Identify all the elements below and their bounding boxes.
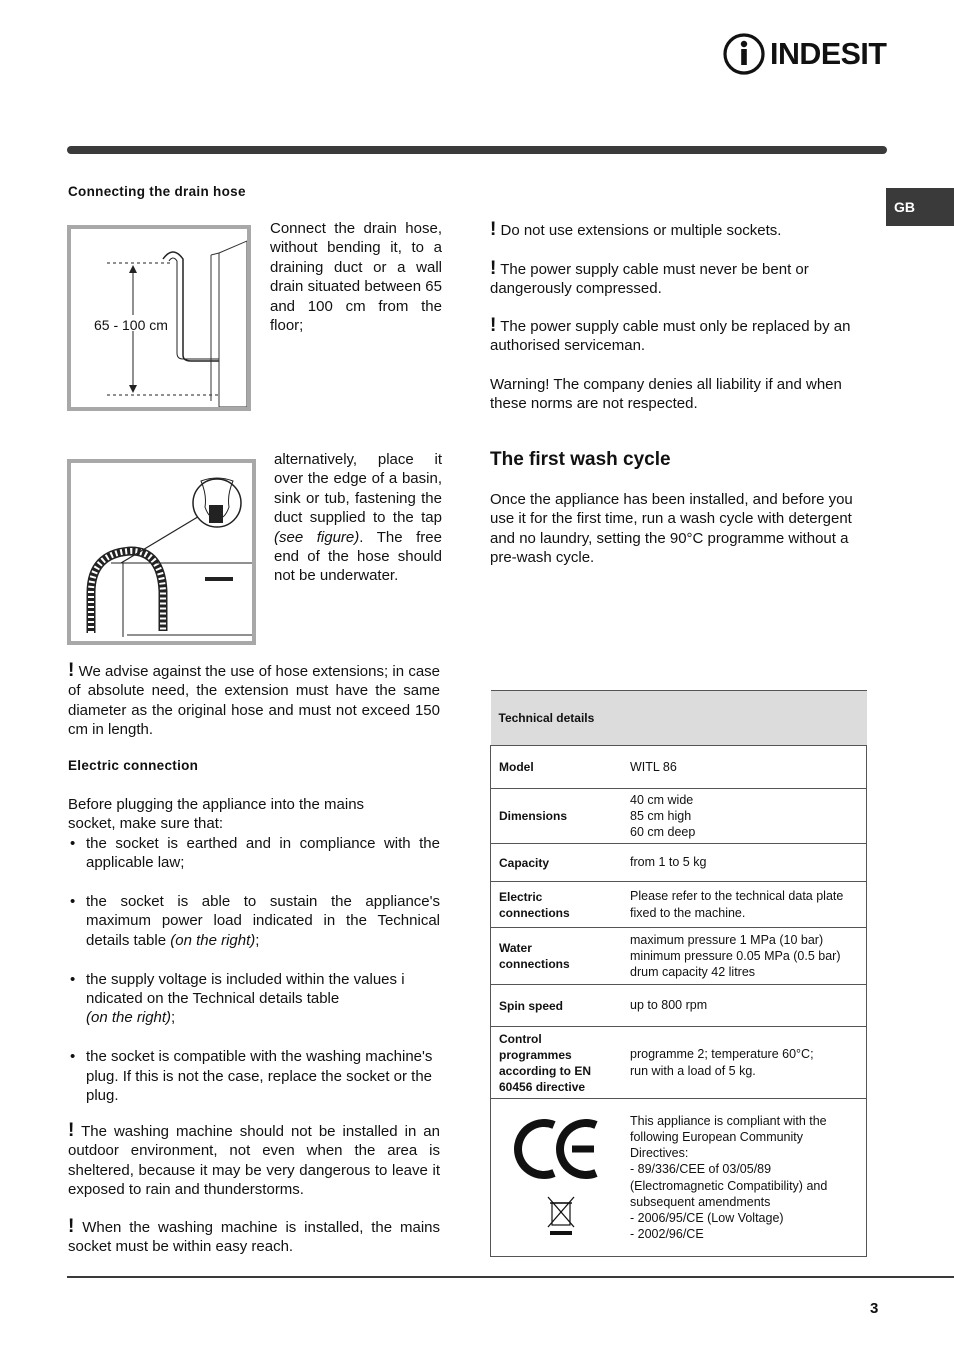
row-label: Model xyxy=(491,746,623,789)
ce-mark-icon xyxy=(510,1111,610,1241)
row-label: Spin speed xyxy=(491,985,623,1027)
row-label: Electric connections xyxy=(491,882,623,928)
outdoor-warning-text: The washing machine should not be installed in an outdoor environment, not even when the area is sheltered, because it may be very dangerous to leave it exposed to rain and thunderstorms. xyxy=(68,1123,440,1199)
bullet-note: (on the right) xyxy=(86,1009,172,1027)
footer-rule xyxy=(67,1276,954,1278)
row-label: Control programmes according to EN 60456 directive xyxy=(491,1027,623,1099)
warning-icon: ! xyxy=(490,315,497,336)
warning-icon: ! xyxy=(68,1216,75,1237)
table-row xyxy=(491,985,867,1027)
warning-icon: ! xyxy=(68,1120,75,1141)
outdoor-warning xyxy=(68,1122,440,1200)
bullet-note: (on the right) xyxy=(170,931,256,949)
socket-reach-warning xyxy=(68,1218,440,1257)
cable-replace-text: The power supply cable must only be replaced by an authorised serviceman. xyxy=(490,318,851,355)
first-wash-text: Once the appliance has been installed, and before you use it for the first time, run a wash cycle with detergent and no laundry, setting the 90°C programme without a pre-wash cycle. xyxy=(490,491,853,567)
row-value: maximum pressure 1 MPa (10 bar) minimum pressure 0.05 MPa (0.5 bar) drum capacity 42 litres xyxy=(622,928,867,985)
list-item: • the socket is earthed and in compliance with the applicable law; xyxy=(68,834,440,873)
compliance-text: This appliance is compliant with the following European Community Directives: - 89/336/CEE of 03/05/89 (Electromagnetic Compatibility) and subsequent amendments - 2006/95/CE (Low Voltage) - 2002/96/CE xyxy=(622,1099,867,1257)
row-value: 40 cm wide 85 cm high 60 cm deep xyxy=(622,789,867,844)
row-value: Please refer to the technical data plate fixed to the machine. xyxy=(622,882,867,928)
socket-checklist xyxy=(68,834,440,1106)
extension-warning-text: Do not use extensions or multiple sockets. xyxy=(500,222,782,239)
hose-warning-text: We advise against the use of hose extensions; in case of absolute need, the extension must have the same diameter as the original hose and must not exceed 150 cm in length. xyxy=(68,663,441,739)
indesit-logo xyxy=(722,32,892,78)
warning-icon: ! xyxy=(490,219,497,240)
row-label: Capacity xyxy=(491,844,623,882)
language-tab: GB xyxy=(886,188,954,226)
table-row xyxy=(491,1099,867,1257)
bullet-text: • the supply voltage is included within the values i ndicated on the Technical details table xyxy=(86,970,405,1008)
drain-duct-figure xyxy=(67,225,251,411)
hose-extension-warning xyxy=(68,662,440,740)
table-row xyxy=(491,844,867,882)
table-row xyxy=(491,746,867,789)
list-item xyxy=(68,892,440,950)
extension-warning xyxy=(490,221,870,240)
first-wash-title: The first wash cycle xyxy=(490,449,671,470)
warning-icon: ! xyxy=(490,258,497,279)
row-label: Water connections xyxy=(491,928,623,985)
table-row xyxy=(491,789,867,844)
bullet-text: the socket is able to sustain the appliance's maximum power load indicated in the Technical details table xyxy=(86,893,440,949)
row-value: up to 800 rpm xyxy=(622,985,867,1027)
electric-heading: Electric connection xyxy=(68,758,199,773)
tech-title: Technical details xyxy=(491,691,867,746)
table-row xyxy=(491,928,867,985)
basin-hose-figure xyxy=(67,459,256,645)
bullet-end: ; xyxy=(255,931,260,949)
height-range-label: 65 - 100 cm xyxy=(94,317,168,333)
drain-paragraph-2 xyxy=(274,450,442,586)
bullet-end: ; xyxy=(171,1009,176,1027)
table-row xyxy=(491,1027,867,1099)
liability-warning: Warning! The company denies all liability if and when these norms are not respected. xyxy=(490,376,842,413)
cable-replace-warning xyxy=(490,317,868,356)
list-item xyxy=(68,970,440,1028)
drain-paragraph-1: Connect the drain hose, without bending it, to a draining duct or a wall drain situated between 65 and 100 cm from the floor; xyxy=(270,220,442,335)
technical-details-table xyxy=(490,690,867,1257)
see-figure-note: (see figure) xyxy=(274,528,360,546)
electric-intro: Before plugging the appliance into the mains socket, make sure that: xyxy=(68,796,365,833)
cable-bend-text: The power supply cable must never be bent or dangerously compressed. xyxy=(490,261,809,298)
certification-marks xyxy=(491,1099,623,1257)
header-rule xyxy=(67,146,887,154)
row-label: Dimensions xyxy=(491,789,623,844)
warning-icon: ! xyxy=(68,660,75,681)
drain-heading: Connecting the drain hose xyxy=(68,184,246,199)
cable-bend-warning xyxy=(490,260,860,299)
row-value: from 1 to 5 kg xyxy=(622,844,867,882)
socket-reach-text: When the washing machine is installed, the mains socket must be within easy reach. xyxy=(68,1219,440,1256)
brand-wordmark: INDESIT xyxy=(770,36,887,71)
electric-section xyxy=(68,795,440,1125)
weee-bin-icon xyxy=(548,1197,574,1235)
page-number: 3 xyxy=(870,1300,879,1317)
row-value: programme 2; temperature 60°C; run with a load of 5 kg. xyxy=(622,1027,867,1099)
para2-text-end: . The free end of the hose should not be underwater. xyxy=(274,528,442,585)
row-value: WITL 86 xyxy=(622,746,867,789)
para2-text: alternatively, place it over the edge of a basin, sink or tub, fastening the duct supplied to the tap xyxy=(274,451,442,527)
list-item: • the socket is compatible with the washing machine's plug. If this is not the case, replace the socket or the plug. xyxy=(68,1047,440,1105)
table-row xyxy=(491,882,867,928)
